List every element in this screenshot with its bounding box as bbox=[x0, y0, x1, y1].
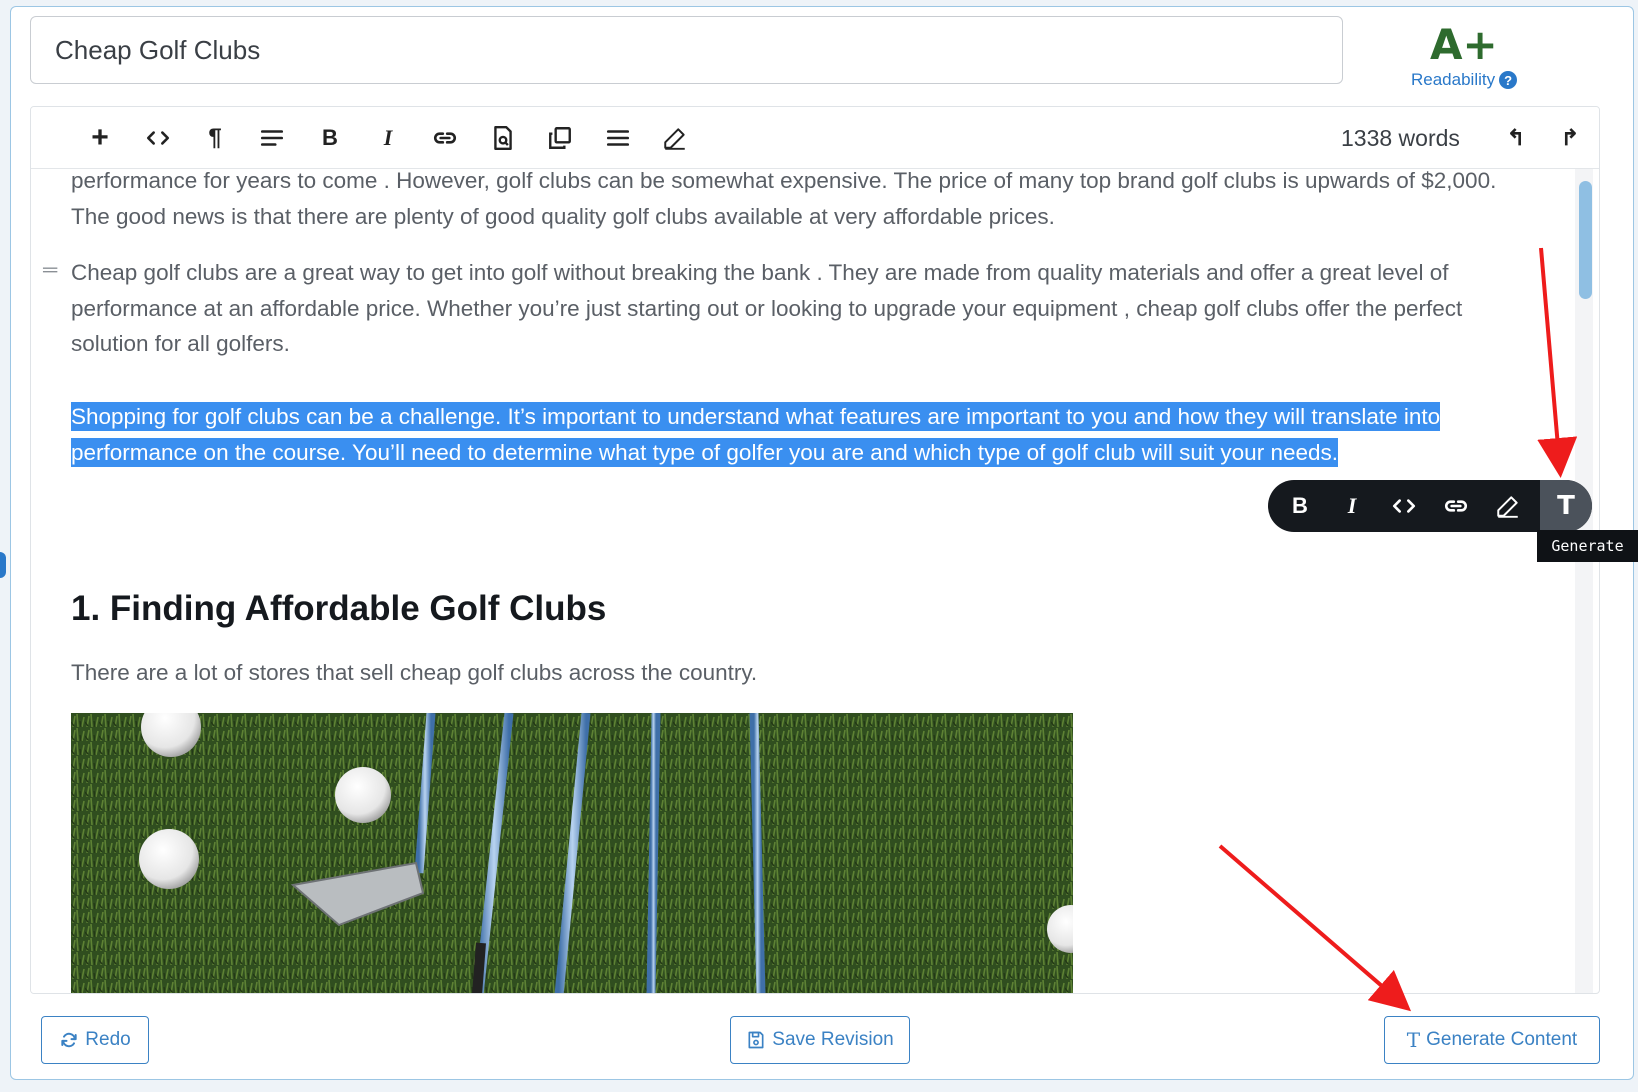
bubble-code-icon[interactable] bbox=[1378, 480, 1430, 532]
link-icon[interactable] bbox=[428, 121, 462, 155]
redo-button[interactable] bbox=[41, 1016, 149, 1064]
bold-icon[interactable]: B bbox=[322, 125, 338, 150]
scrollbar-thumb[interactable] bbox=[1579, 181, 1592, 299]
document-search-icon[interactable] bbox=[486, 121, 520, 155]
save-revision-label: Save Revision bbox=[772, 1029, 894, 1050]
redo-label: Redo bbox=[85, 1029, 131, 1050]
undo-icon[interactable]: ↰ bbox=[1506, 125, 1526, 150]
bubble-link-icon[interactable] bbox=[1430, 480, 1482, 532]
vertical-scrollbar[interactable] bbox=[1575, 169, 1593, 994]
drag-handle-icon[interactable]: ═ bbox=[43, 259, 58, 281]
italic-icon[interactable]: I bbox=[383, 125, 393, 150]
readability-label: Readability bbox=[1411, 70, 1496, 89]
selection-bubble-menu bbox=[1268, 480, 1592, 532]
side-handle[interactable] bbox=[0, 552, 6, 578]
rich-text-editor bbox=[30, 106, 1600, 994]
pen-icon[interactable] bbox=[658, 121, 692, 155]
help-icon[interactable]: ? bbox=[1499, 71, 1517, 89]
readability-grade: A+ bbox=[1430, 20, 1498, 69]
redo-icon[interactable]: ↱ bbox=[1560, 125, 1580, 150]
generate-content-label: Generate Content bbox=[1426, 1029, 1578, 1050]
bubble-pen-icon[interactable] bbox=[1482, 480, 1534, 532]
code-icon[interactable] bbox=[141, 121, 175, 155]
selection-highlight[interactable]: Shopping for golf clubs can be a challenge. It’s important to understand what features are important to you and how they will translate into performance on the course. You’ll need to determine what type of golfer you are and which type of golf club will suit your needs. bbox=[71, 404, 1441, 465]
bubble-italic-icon[interactable]: I bbox=[1347, 493, 1357, 518]
readability-label-group[interactable] bbox=[1411, 70, 1517, 90]
bubble-generate-icon[interactable]: T bbox=[1540, 480, 1592, 532]
copy-icon[interactable] bbox=[543, 121, 577, 155]
title-input[interactable]: Cheap Golf Clubs bbox=[30, 16, 1343, 84]
paragraph[interactable]: There are a lot of stores that sell cheap golf clubs across the country. bbox=[71, 660, 758, 685]
generate-tooltip: Generate bbox=[1537, 530, 1638, 562]
bubble-bold-icon[interactable]: B bbox=[1292, 493, 1308, 518]
paragraph-icon[interactable]: ¶ bbox=[208, 124, 222, 151]
align-justify-icon[interactable] bbox=[601, 121, 635, 155]
editor-toolbar bbox=[31, 107, 1599, 169]
paragraph[interactable]: Cheap golf clubs are a great way to get into golf without breaking the bank . They are made from quality materials and offer a great level of performance at an affordable price. Whether you’re just starting out or looking to upgrade your equipment , cheap golf clubs offer the perfect solution for all golfers. bbox=[71, 260, 1463, 356]
generate-content-button[interactable] bbox=[1384, 1016, 1600, 1064]
paragraph[interactable]: performance for years to come . However, golf clubs can be somewhat expensive. The price of many top brand golf clubs is upwards of $2,000. The good news is that there are plenty of good quality golf clubs available at very affordable prices. bbox=[71, 169, 1497, 229]
selected-paragraph[interactable] bbox=[71, 399, 1501, 470]
section-heading[interactable]: 1. Finding Affordable Golf Clubs bbox=[71, 589, 607, 628]
save-revision-button[interactable] bbox=[730, 1016, 910, 1064]
editor-content[interactable] bbox=[31, 169, 1571, 994]
save-icon bbox=[746, 1030, 766, 1050]
text-generate-icon: T bbox=[1406, 1028, 1421, 1052]
refresh-icon bbox=[59, 1030, 79, 1050]
plus-icon[interactable]: + bbox=[91, 121, 109, 154]
golf-clubs-image[interactable] bbox=[71, 713, 1073, 994]
align-left-icon[interactable] bbox=[255, 121, 289, 155]
word-count: 1338 words bbox=[1341, 125, 1460, 151]
